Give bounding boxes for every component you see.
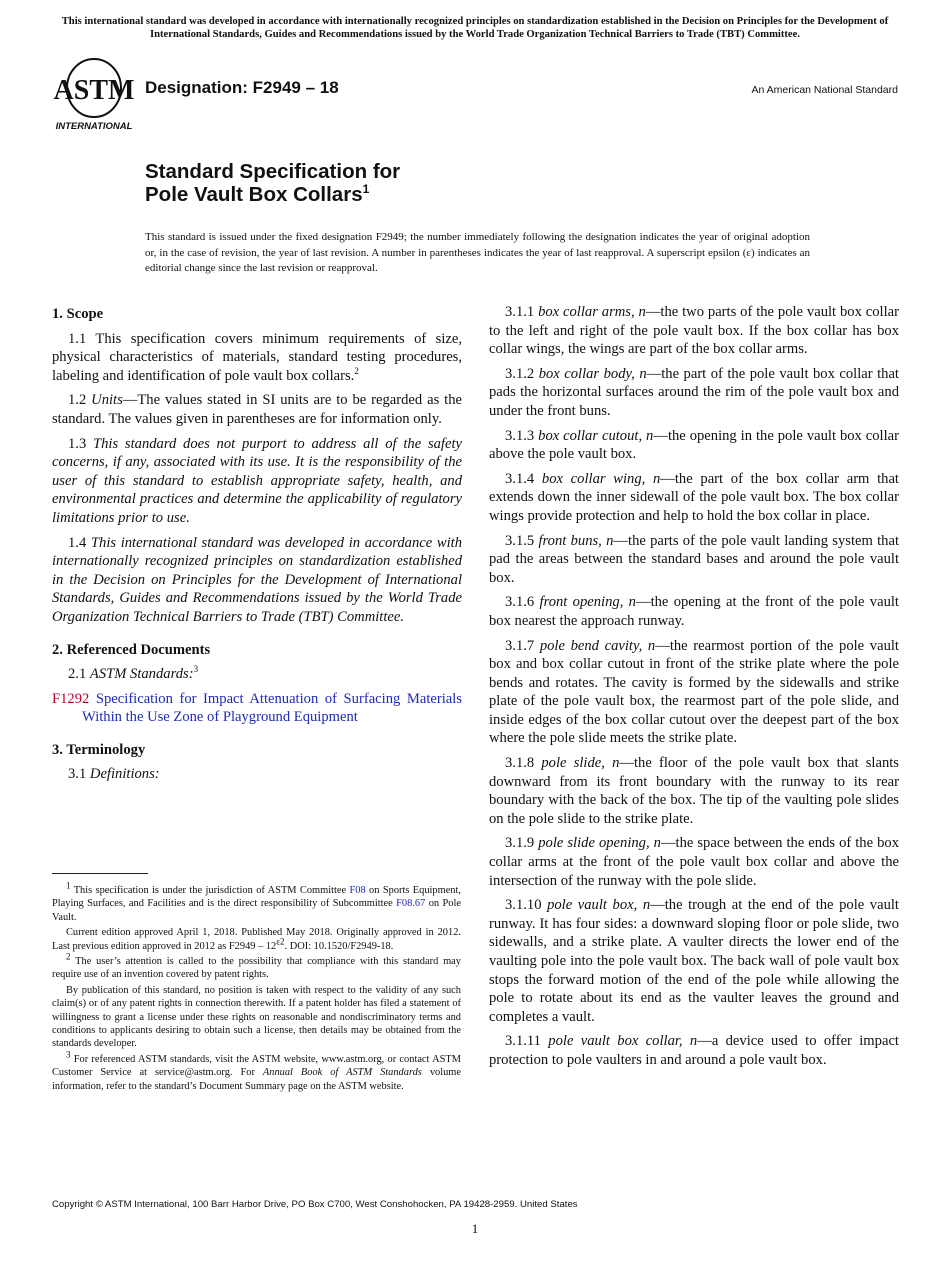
footnote-ref-2[interactable]: 2	[354, 365, 359, 376]
footnote-divider	[52, 873, 148, 874]
footnote-text: volume information, refer to the standard’s Document Summary page on the ASTM website.	[52, 1067, 461, 1092]
paragraph-number: 1.4	[68, 534, 87, 551]
footnote-1	[52, 880, 461, 924]
definition-text: —the opening at the front of the pole vault box nearest the approach runway.	[489, 594, 899, 629]
title-line-1: Standard Specification for	[145, 160, 401, 183]
logo-subtext: INTERNATIONAL	[55, 121, 133, 132]
definitions-label: Definitions:	[89, 766, 160, 783]
definition-number: 3.1.11	[505, 1033, 541, 1050]
definition-term: pole slide opening, n	[538, 835, 661, 852]
definition-item	[489, 754, 899, 828]
paragraph-1-1	[52, 330, 462, 386]
document-title	[145, 160, 400, 206]
definition-term: front opening, n	[539, 594, 636, 611]
footnote-text: on Pole Vault.	[52, 898, 461, 923]
national-standard-label: An American National Standard	[751, 84, 898, 96]
intro-paragraph: This standard is issued under the fixed designation F2949; the number immediately following the designation indicates the year of original adoption or, in the case of revision, the year of last revision. A number in parentheses indicates the year of last reapproval. A superscript epsilon (ε) indicates an editorial change since the last revision or reapproval.	[145, 231, 810, 274]
definition-text: —the trough at the end of the pole vault runway. It has four sides: a downward sloping floor or pole slide, two sidewalls, and a strike plate. A vaulter directs the lower end of the vaulting pole into the pole vault box. The back wall of pole vault box stops the forward motion of the end of the pole while allowing the pole to rotate about its end as the vaulter leaves the ground and completes a vault.	[489, 897, 899, 1025]
definition-number: 3.1.2	[505, 365, 535, 382]
footnote-text: This specification is under the jurisdiction of ASTM Committee	[73, 885, 350, 896]
definition-item	[489, 896, 899, 1026]
footnote-2-patent: By publication of this standard, no position is taken with respect to the validity of any such claim(s) or of any patent rights in connection therewith. If a patent holder has filed a statement of willingness to grant a license under these rights on reasonable and nondiscriminatory terms and conditions to applicants desiring to obtain such a license, then details may be obtained from the standards developer.	[52, 984, 461, 1050]
definition-term: pole bend cavity, n	[539, 637, 656, 654]
definition-text: —the rearmost portion of the pole vault box and box collar cutout in front of the strike plate where the pole bends and rotates. The cavity is formed by the sidewalls and strike plate of the pole vault box, the rearmost part of the pole slide, and inside edges of the box collar cutout over the deepest part of the box where the pole slide meets the strike plate.	[489, 637, 899, 747]
reference-code-link[interactable]: F1292	[52, 690, 90, 707]
footnote-text: . DOI: 10.1520/F2949-18.	[284, 940, 394, 952]
paragraph-1-4	[52, 534, 462, 627]
paragraph-1-2	[52, 391, 462, 428]
paragraph-number: 1.3	[68, 435, 87, 452]
reference-item-f1292	[52, 690, 462, 727]
subcommittee-link[interactable]: F08.67	[396, 898, 426, 910]
footnote-mark: 2	[66, 951, 71, 962]
footnote-mark: 3	[66, 1049, 71, 1060]
definition-number: 3.1.9	[505, 835, 535, 852]
logo-text: ASTM	[53, 75, 135, 106]
units-term: Units	[91, 392, 123, 409]
footnote-text: The user’s attention is called to the possibility that compliance with this standard may require use of an invention covered by patent rights.	[52, 956, 461, 981]
footnote-text: For referenced ASTM standards, visit the ASTM website, www.astm.org, or contact ASTM Customer Service at service@astm.org. For	[52, 1053, 461, 1079]
section-heading-referenced-documents: 2. Referenced Documents	[52, 641, 211, 658]
section-heading-terminology: 3. Terminology	[52, 741, 146, 758]
astm-standards-label: ASTM Standards:	[89, 666, 194, 683]
page-number: 1	[471, 1221, 479, 1236]
definition-text: —the part of the box collar arm that extends down the inner sidewall of the pole vault box. The box collar wings provide protection and help to hold the box collar in place.	[489, 470, 899, 524]
definition-item	[489, 532, 899, 588]
section-heading-scope: 1. Scope	[52, 306, 104, 322]
definition-number: 3.1.5	[505, 532, 535, 549]
definition-number: 3.1.4	[505, 470, 535, 487]
paragraph-3-1	[52, 765, 462, 784]
definition-text: —the opening in the pole vault box collar above the pole vault box.	[489, 427, 899, 463]
astm-logo	[52, 57, 136, 133]
paragraph-number: 2.1	[68, 666, 87, 683]
definition-term: box collar arms, n	[538, 304, 646, 320]
right-column	[489, 303, 899, 1076]
definition-term: pole vault box collar, n	[548, 1033, 698, 1050]
definition-text: —the two parts of the pole vault box collar to the left and right of the pole vault box. If the box collar has box collar wings, the wings are part of the box collar arms.	[489, 304, 899, 358]
footnotes	[52, 880, 461, 1095]
title-line-2	[145, 183, 400, 206]
footnote-3	[52, 1049, 461, 1093]
definition-term: box collar body, n	[538, 365, 647, 382]
definition-number: 3.1.3	[505, 427, 535, 444]
definition-text: —a device used to offer impact protection to pole vaulters in and around a pole vault box.	[489, 1033, 899, 1068]
footnote-mark: 1	[66, 880, 71, 891]
definition-number: 3.1.7	[505, 637, 535, 654]
paragraph-number: 3.1	[68, 766, 87, 783]
definition-item	[489, 637, 899, 749]
definition-term: box collar wing, n	[541, 470, 661, 487]
definition-item	[489, 427, 899, 464]
definition-term: box collar cutout, n	[538, 427, 654, 444]
footnote-ref-3[interactable]: 3	[193, 664, 199, 675]
intl-standard-text: This international standard was developed in accordance with internationally recognized principles on standardization established in the Decision on Principles for the Development of International Standards, Guides and Recommendations issued by the World Trade Organization Technical Barriers to Trade (TBT) Committee.	[52, 534, 463, 625]
committee-link[interactable]: F08	[349, 885, 366, 896]
definition-item	[489, 365, 899, 421]
paragraph-number: 1.2	[68, 392, 87, 409]
footnote-2	[52, 951, 461, 982]
definition-number: 3.1.8	[505, 755, 535, 772]
definition-item	[489, 303, 899, 359]
footnote-text: Current edition approved April 1, 2018. Published May 2018. Originally approved in 2012. Last previous edition approved in 2012 as F2949 – 12	[52, 927, 461, 952]
definition-item	[489, 470, 899, 526]
reference-title-link[interactable]: Specification for Impact Attenuation of Surfacing Materials Within the Use Zone of Playground Equipment	[82, 690, 462, 726]
definition-text: —the space between the ends of the box collar arms at the front of the pole vault box collar and above the intersection of the runway with the pole slide.	[489, 835, 899, 889]
units-text: —The values stated in SI units are to be regarded as the standard. The values given in parentheses are for information only.	[52, 392, 462, 427]
definition-text: —the parts of the pole vault landing system that pad the areas between the standard bases and around the pole vault box.	[489, 532, 900, 586]
paragraph-2-1	[52, 665, 462, 684]
epsilon-mark: ε2	[276, 936, 285, 947]
paragraph-1-1-text: 1.1 This specification covers minimum requirements of size, physical characteristics of materials, standard testing procedures, labeling and identification of pole vault box collars.	[52, 330, 462, 384]
definition-text: —the part of the pole vault box collar that pads the horizontal surfaces around the rim of the pole vault box and under the front buns.	[489, 365, 899, 419]
definition-text: —the floor of the pole vault box that slants downward from its front boundary with the runway to its rear boundary with the back of the box. The tip of the vaulting pole slides on the pole slide to the strike plate.	[489, 755, 899, 827]
top-notice: This international standard was developed in accordance with internationally recognized principles on standardization established in the Decision on Principles for the Development of International Standards, Guides and Recommendations issued by the World Trade Organization Technical Barriers to Trade (TBT) Committee.	[61, 16, 889, 40]
definition-number: 3.1.10	[505, 897, 542, 914]
copyright-line: Copyright © ASTM International, 100 Barr Harbor Drive, PO Box C700, West Conshohocken, PA 19428-2959. United States	[52, 1199, 578, 1210]
footnote-1-edition	[52, 926, 461, 953]
designation: Designation: F2949 – 18	[145, 78, 339, 97]
definition-item	[489, 834, 899, 890]
definition-item	[489, 1032, 899, 1069]
footnote-text: on Sports Equipment, Playing Surfaces, and Facilities and is the direct responsibility of Subcommittee	[52, 885, 461, 910]
safety-text: This standard does not purport to address all of the safety concerns, if any, associated with its use. It is the responsibility of the user of this standard to establish appropriate safety, health, and environmental practices and determine the applicability of regulatory limitations prior to use.	[52, 435, 462, 526]
definition-term: pole slide, n	[541, 755, 620, 772]
paragraph-1-3	[52, 435, 462, 528]
definition-item	[489, 593, 899, 630]
title-line-2-text: Pole Vault Box Collars	[145, 183, 363, 206]
definition-term: front buns, n	[538, 532, 614, 549]
left-column	[52, 305, 462, 790]
definition-term: pole vault box, n	[547, 897, 651, 914]
title-footnote-mark[interactable]: 1	[362, 182, 370, 197]
footnote-italic-text: Annual Book of ASTM Standards	[262, 1067, 422, 1079]
definition-number: 3.1.6	[505, 594, 535, 611]
definition-number: 3.1.1	[505, 304, 535, 320]
